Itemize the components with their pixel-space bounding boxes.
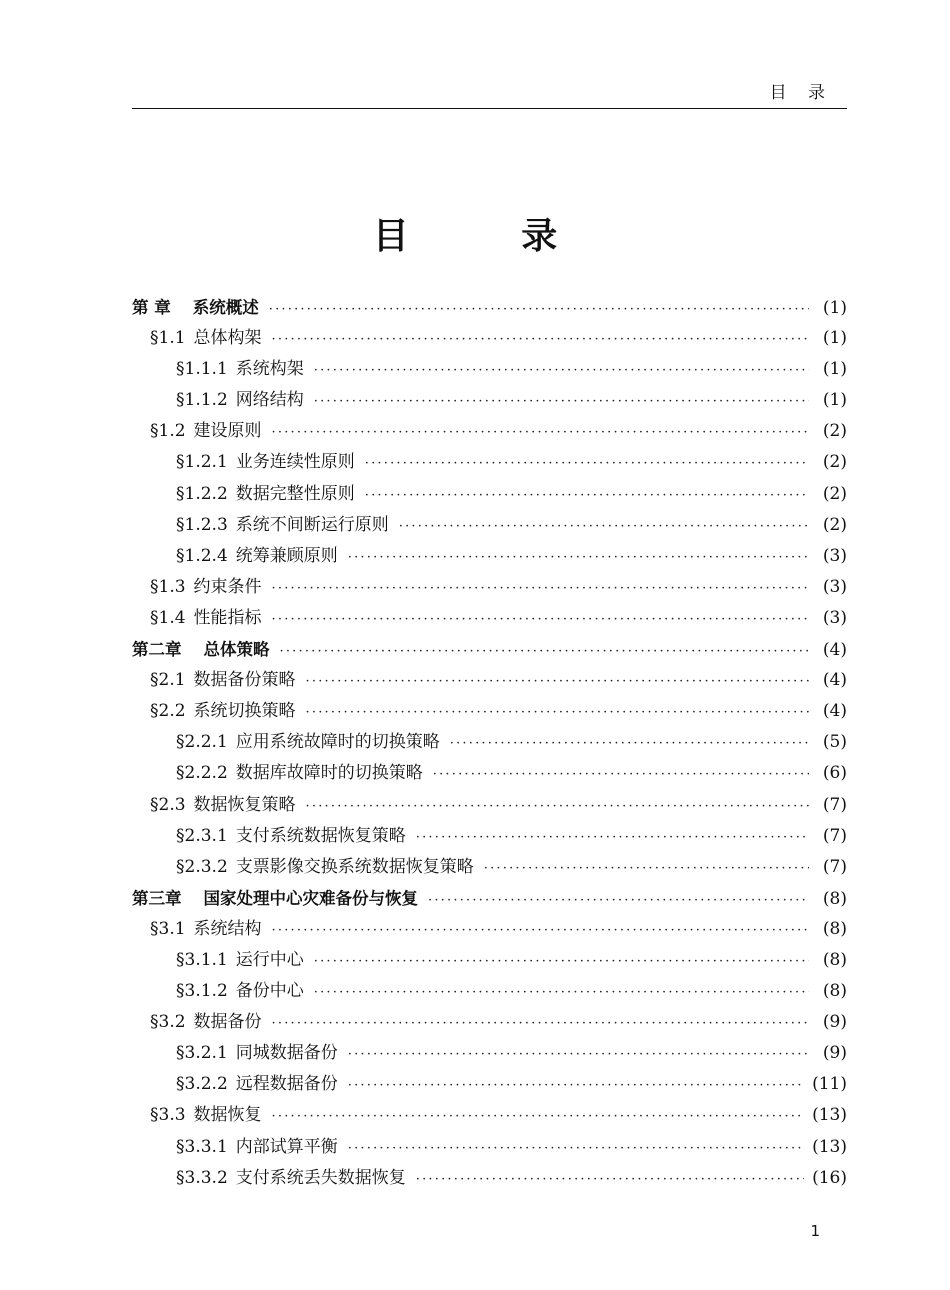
toc-entry-number: §3.1.1 <box>176 949 228 970</box>
toc-entry[interactable] <box>132 323 847 354</box>
toc-entry-page: (4) <box>822 640 847 661</box>
toc-entry-page: (8) <box>822 918 847 939</box>
toc-entry-title: 内部试算平衡 <box>235 1136 338 1157</box>
toc-entry-page: (4) <box>822 701 847 722</box>
toc-entry-page: (5) <box>822 732 847 753</box>
toc-entry[interactable] <box>132 1007 847 1038</box>
toc-entry-title: 系统不间断运行原则 <box>235 514 389 535</box>
toc-entry[interactable] <box>132 447 847 478</box>
toc-entry[interactable] <box>132 696 847 727</box>
toc-entry-number: §1.2.2 <box>176 483 228 504</box>
toc-dot-leader <box>399 511 809 542</box>
toc-entry[interactable] <box>132 510 847 541</box>
toc-entry-label <box>132 1100 262 1131</box>
toc-entry[interactable] <box>132 1163 847 1194</box>
toc-entry-number: 第 章 <box>132 298 171 317</box>
toc-entry[interactable] <box>132 976 847 1007</box>
toc-entry-title: 数据恢复 <box>193 1105 262 1126</box>
toc-dot-leader <box>314 386 809 417</box>
toc-entry-number: §1.2.3 <box>176 514 228 535</box>
toc-dot-leader <box>416 1164 804 1195</box>
toc-entry-label <box>132 541 338 572</box>
toc-entry-page: (9) <box>822 1043 847 1064</box>
toc-dot-leader <box>272 324 809 355</box>
toc-entry[interactable] <box>132 1132 847 1163</box>
toc-dot-leader <box>272 417 809 448</box>
toc-entry-label <box>132 945 304 976</box>
toc-dot-leader <box>416 822 809 853</box>
toc-entry-label <box>132 479 355 510</box>
toc-entry[interactable] <box>132 821 847 852</box>
toc-entry-label <box>132 1007 262 1038</box>
toc-entry[interactable] <box>132 634 847 665</box>
toc-entry[interactable] <box>132 354 847 385</box>
toc-entry-page: (7) <box>822 856 847 877</box>
toc-dot-leader <box>348 1133 804 1164</box>
toc-entry-page: (2) <box>822 421 847 442</box>
toc-entry-number: 第三章 <box>132 888 182 908</box>
toc-entry-number: §1.2.4 <box>176 545 228 566</box>
toc-entry-page: (1) <box>822 328 847 349</box>
toc-entry-title: 约束条件 <box>193 576 262 597</box>
toc-entry-page: (3) <box>822 607 847 628</box>
toc-entry-label <box>132 323 262 354</box>
toc-dot-leader <box>269 294 809 325</box>
toc-entry-title: 支票影像交换系统数据恢复策略 <box>235 856 474 877</box>
toc-entry-title: 统筹兼顾原则 <box>235 545 338 566</box>
toc-entry-number: §3.2.2 <box>176 1074 228 1095</box>
toc-entry-number: 第二章 <box>132 640 182 660</box>
toc-entry-label <box>132 821 406 852</box>
toc-entry-label <box>132 603 262 634</box>
toc-dot-leader <box>365 480 809 511</box>
toc-entry-title: 支付系统丢失数据恢复 <box>235 1167 406 1188</box>
toc-entry-number: §3.1 <box>150 918 186 939</box>
toc-entry-label <box>132 758 423 789</box>
page-title: 目 录 <box>372 216 608 258</box>
toc-entry-label <box>132 1132 338 1163</box>
toc-entry-number: §2.1 <box>150 670 186 691</box>
toc-dot-leader <box>280 636 810 667</box>
toc-entry-label <box>132 510 389 541</box>
toc-entry-page: (6) <box>822 763 847 784</box>
toc-entry-number: §2.3 <box>150 794 186 815</box>
page-number: 1 <box>810 1222 820 1240</box>
toc-dot-leader <box>348 1070 804 1101</box>
toc-entry-page: (11) <box>812 1074 847 1095</box>
toc-entry-label <box>132 976 304 1007</box>
toc-entry-page: (1) <box>822 298 847 318</box>
toc-entry[interactable] <box>132 945 847 976</box>
toc-entry-page: (13) <box>812 1136 847 1157</box>
toc-dot-leader <box>272 604 809 635</box>
toc-entry-page: (2) <box>822 452 847 473</box>
toc-entry-number: §3.3 <box>150 1105 186 1126</box>
toc-entry-title: 远程数据备份 <box>235 1074 338 1095</box>
toc-dot-leader <box>484 853 809 884</box>
toc-entry-title: 业务连续性原则 <box>235 452 355 473</box>
toc-entry-title: 应用系统故障时的切换策略 <box>235 732 440 753</box>
toc-entry-page: (1) <box>822 359 847 380</box>
header-rule <box>132 108 847 109</box>
toc-entry-label <box>132 1069 338 1100</box>
toc-dot-leader <box>428 885 809 916</box>
toc-dot-leader <box>365 448 809 479</box>
toc-entry-title: 网络结构 <box>235 390 304 411</box>
toc-entry-number: §1.2.1 <box>176 452 228 473</box>
toc-entry-page: (4) <box>822 670 847 691</box>
toc-entry-page: (7) <box>822 794 847 815</box>
toc-entry-page: (7) <box>822 825 847 846</box>
toc-entry[interactable] <box>132 292 847 323</box>
toc-entry-number: §2.2.1 <box>176 732 228 753</box>
toc-entry-number: §1.1.1 <box>176 359 228 380</box>
toc-entry-title: 建设原则 <box>193 421 262 442</box>
toc-entry[interactable] <box>132 385 847 416</box>
toc-entry-title: 数据备份策略 <box>193 670 296 691</box>
toc-entry[interactable] <box>132 852 847 883</box>
toc-dot-leader <box>450 728 809 759</box>
toc-entry-label <box>132 914 262 945</box>
toc-entry-title: 数据完整性原则 <box>235 483 355 504</box>
toc-entry[interactable] <box>132 1100 847 1131</box>
toc-entry-number: §3.1.2 <box>176 981 228 1002</box>
toc-entry-page: (8) <box>822 949 847 970</box>
toc-entry-title: 系统切换策略 <box>193 701 296 722</box>
toc-dot-leader <box>348 542 809 573</box>
toc-entry-page: (8) <box>822 888 847 909</box>
toc-entry-label <box>132 727 440 758</box>
toc-entry[interactable] <box>132 665 847 696</box>
toc-dot-leader <box>306 791 809 822</box>
toc-entry-title: 系统概述 <box>192 298 259 317</box>
toc-entry-label <box>132 1038 338 1069</box>
toc-entry-page: (9) <box>822 1012 847 1033</box>
toc-entry-title: 性能指标 <box>193 607 262 628</box>
toc-entry-number: §1.1 <box>150 328 186 349</box>
toc-entry-title: 运行中心 <box>235 949 304 970</box>
toc-entry-number: §1.4 <box>150 607 186 628</box>
toc-entry-title: 数据恢复策略 <box>193 794 296 815</box>
toc-entry-label <box>132 416 262 447</box>
toc-entry-page: (2) <box>822 483 847 504</box>
toc-dot-leader <box>314 977 809 1008</box>
table-of-contents <box>132 292 847 1194</box>
toc-entry-title: 系统构架 <box>235 359 304 380</box>
toc-entry-number: §2.3.2 <box>176 856 228 877</box>
toc-entry-page: (16) <box>812 1167 847 1188</box>
toc-entry[interactable] <box>132 758 847 789</box>
toc-entry-title: 同城数据备份 <box>235 1043 338 1064</box>
running-header: 目 录 <box>769 83 833 103</box>
toc-dot-leader <box>306 697 809 728</box>
toc-entry[interactable] <box>132 572 847 603</box>
toc-entry-page: (1) <box>822 390 847 411</box>
toc-entry[interactable] <box>132 416 847 447</box>
toc-entry-label <box>132 883 418 914</box>
toc-entry-title: 总体策略 <box>203 640 270 660</box>
toc-dot-leader <box>306 666 809 697</box>
toc-entry[interactable] <box>132 541 847 572</box>
toc-dot-leader <box>314 355 809 386</box>
toc-entry[interactable] <box>132 914 847 945</box>
toc-entry[interactable] <box>132 790 847 821</box>
toc-entry-title: 数据库故障时的切换策略 <box>235 763 423 784</box>
toc-dot-leader <box>272 1008 809 1039</box>
toc-entry-page: (3) <box>822 576 847 597</box>
toc-entry-title: 国家处理中心灾难备份与恢复 <box>203 888 418 908</box>
toc-dot-leader <box>348 1039 809 1070</box>
toc-entry-page: (8) <box>822 981 847 1002</box>
toc-dot-leader <box>272 915 809 946</box>
toc-entry[interactable] <box>132 603 847 634</box>
toc-entry-title: 备份中心 <box>235 981 304 1002</box>
toc-entry-label <box>132 852 474 883</box>
toc-dot-leader <box>433 759 809 790</box>
toc-entry-number: §3.3.1 <box>176 1136 228 1157</box>
toc-entry-label <box>132 572 262 603</box>
toc-entry-page: (3) <box>822 545 847 566</box>
toc-entry-page: (2) <box>822 514 847 535</box>
toc-entry[interactable] <box>132 883 847 914</box>
toc-entry-label <box>132 292 259 323</box>
toc-entry-number: §2.2 <box>150 701 186 722</box>
toc-entry-number: §2.2.2 <box>176 763 228 784</box>
toc-entry-label <box>132 634 270 665</box>
toc-entry[interactable] <box>132 1069 847 1100</box>
toc-entry-number: §1.2 <box>150 421 186 442</box>
toc-entry[interactable] <box>132 479 847 510</box>
toc-entry-label <box>132 354 304 385</box>
toc-entry-label <box>132 790 296 821</box>
toc-entry-number: §1.1.2 <box>176 390 228 411</box>
toc-entry-label <box>132 447 355 478</box>
toc-entry-number: §2.3.1 <box>176 825 228 846</box>
toc-entry-number: §3.3.2 <box>176 1167 228 1188</box>
toc-entry-title: 支付系统数据恢复策略 <box>235 825 406 846</box>
toc-dot-leader <box>272 573 809 604</box>
toc-entry-label <box>132 385 304 416</box>
toc-dot-leader <box>314 946 809 977</box>
toc-entry[interactable] <box>132 1038 847 1069</box>
toc-entry-page: (13) <box>812 1105 847 1126</box>
toc-entry-title: 数据备份 <box>193 1012 262 1033</box>
toc-entry-title: 系统结构 <box>193 918 262 939</box>
toc-entry[interactable] <box>132 727 847 758</box>
toc-entry-number: §3.2 <box>150 1012 186 1033</box>
toc-entry-label <box>132 665 296 696</box>
toc-entry-label <box>132 1163 406 1194</box>
toc-entry-title: 总体构架 <box>193 328 262 349</box>
toc-entry-label <box>132 696 296 727</box>
toc-entry-number: §1.3 <box>150 576 186 597</box>
toc-dot-leader <box>272 1101 805 1132</box>
toc-entry-number: §3.2.1 <box>176 1043 228 1064</box>
